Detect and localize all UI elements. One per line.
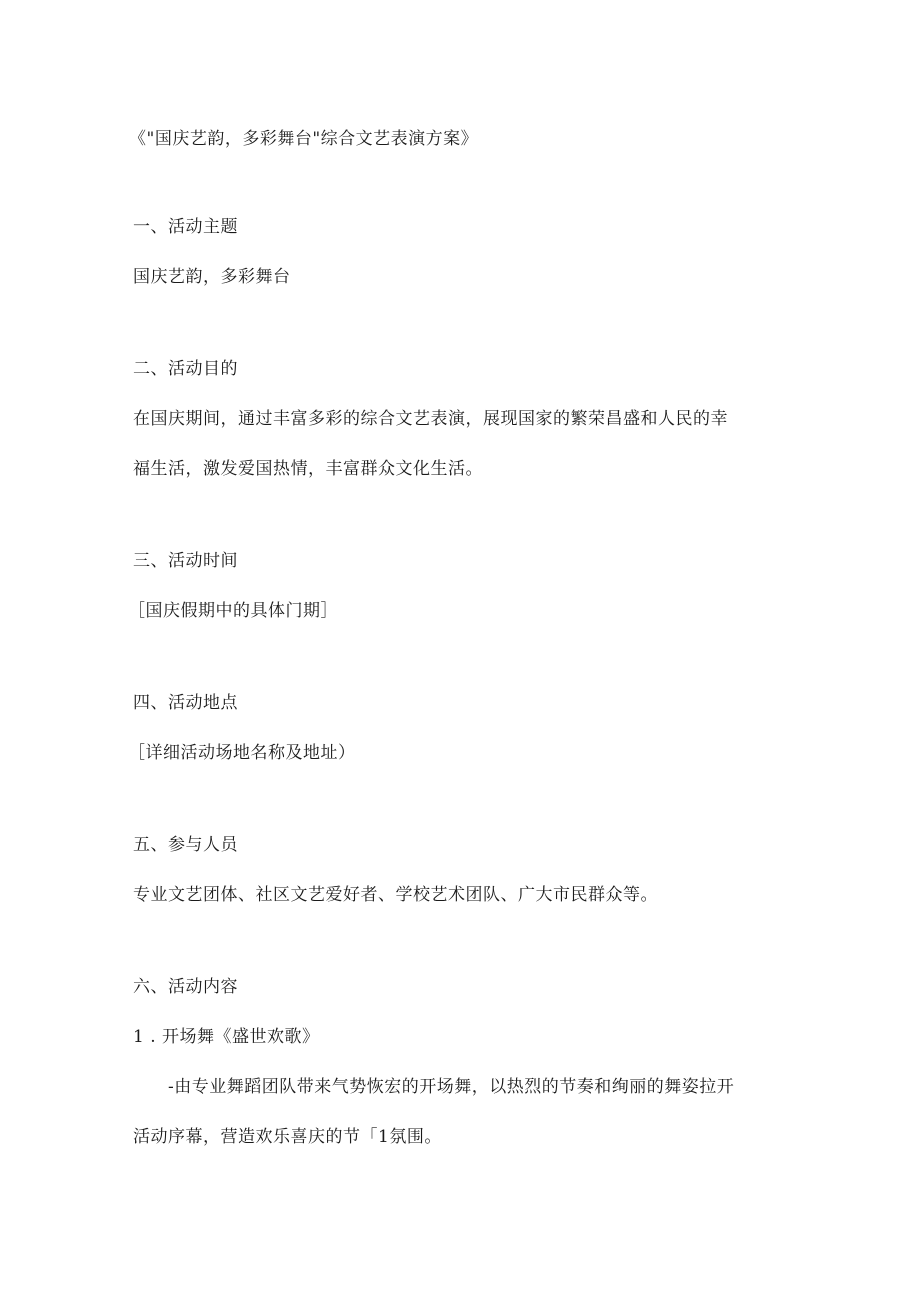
section-heading-purpose: 二、活动目的	[133, 359, 238, 379]
section-heading-time: 三、活动时间	[133, 551, 238, 571]
section-body-location: ［详细活动场地名称及地址）	[128, 743, 356, 763]
section-body-purpose-line1: 在国庆期间，通过丰富多彩的综合文艺表演，展现国家的繁荣昌盛和人民的幸	[133, 409, 728, 429]
section-heading-content: 六、活动内容	[133, 977, 238, 997]
section-body-participants: 专业文艺团体、社区文艺爱好者、学校艺术团队、广大市民群众等。	[133, 885, 658, 905]
section-body-theme: 国庆艺韵，多彩舞台	[133, 267, 291, 287]
section-body-purpose-line2: 福生活，激发爱国热情，丰富群众文化生活。	[133, 459, 483, 479]
content-item-1-title: 1 . 开场舞《盛世欢歌》	[133, 1027, 320, 1047]
content-item-1-desc-line2: 活动序幕，营造欢乐喜庆的节「1氛围。	[133, 1127, 442, 1147]
section-body-time: ［国庆假期中的具体门期］	[128, 601, 338, 621]
section-heading-participants: 五、参与人员	[133, 835, 238, 855]
document-title: 《"国庆艺韵，多彩舞台"综合文艺表演方案》	[129, 129, 479, 149]
content-item-1-desc-line1: -由专业舞蹈团队带来气势恢宏的开场舞，以热烈的节奏和绚丽的舞姿拉开	[168, 1077, 735, 1097]
section-heading-theme: 一、活动主题	[133, 217, 238, 237]
section-heading-location: 四、活动地点	[133, 693, 238, 713]
